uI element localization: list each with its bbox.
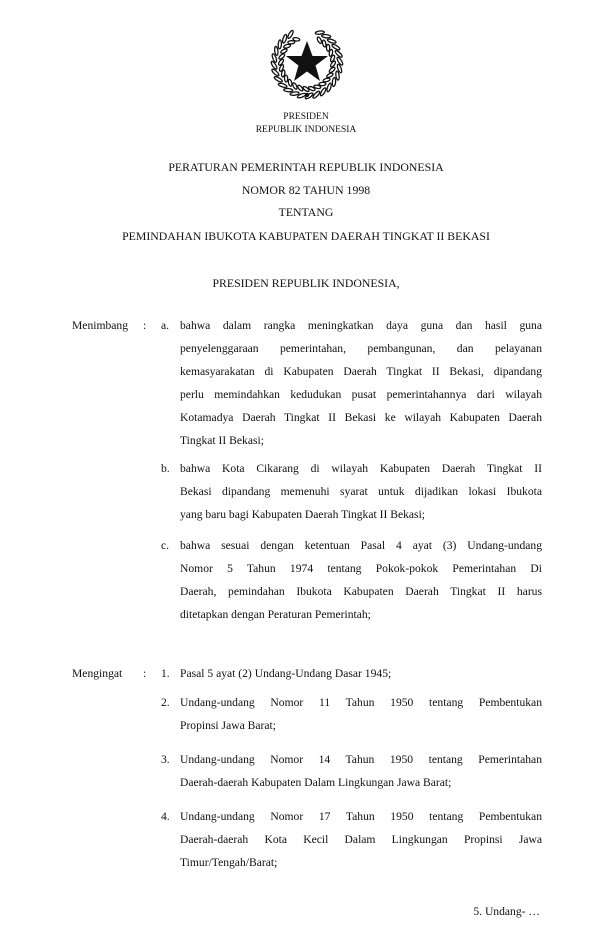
wreath-leaf <box>322 34 331 38</box>
item-text-line: Undang-undang Nomor 17 Tahun 1950 tentang Pembentukan <box>180 810 542 823</box>
list-item <box>161 662 542 685</box>
item-marker: 1. <box>161 667 170 680</box>
wreath-leaf <box>292 82 298 90</box>
office-line-1: PRESIDEN <box>283 112 329 122</box>
section-label: Menimbang <box>72 319 129 332</box>
item-marker: c. <box>161 539 170 552</box>
item-text-line: Nomor 5 Tahun 1974 tentang Pokok-pokok Pemerintahan Di <box>180 562 542 575</box>
wreath-leaf <box>326 44 329 51</box>
item-marker: a. <box>161 319 170 332</box>
list-item <box>161 314 542 452</box>
wreath-leaf <box>278 53 285 60</box>
wreath-leaf <box>332 77 336 86</box>
wreath-leaf <box>328 66 335 73</box>
wreath-leaf <box>280 48 288 54</box>
item-text-line: kemasyarakatan di Kabupaten Daerah Tingkat II Bekasi, dipandang <box>180 365 542 378</box>
doc-title-line-1: PERATURAN PEMERINTAH REPUBLIK INDONESIA <box>168 160 444 174</box>
wreath-leaf <box>293 37 300 41</box>
item-text-line: Daerah-daerah Kabupaten Dalam Lingkungan Jawa Barat; <box>180 776 452 789</box>
item-text-line: bahwa dalam rangka meningkatkan daya guna dan hasil guna <box>180 319 542 332</box>
item-text-line: Propinsi Jawa Barat; <box>180 719 276 732</box>
preamble: PRESIDEN REPUBLIK INDONESIA, <box>212 276 400 290</box>
item-text-line: Daerah-daerah Kota Kecil Dalam Lingkungan Propinsi Jawa <box>180 833 542 846</box>
wreath-leaf <box>284 88 293 92</box>
item-text-line: Undang-undang Nomor 14 Tahun 1950 tentang Pemerintahan <box>180 753 542 766</box>
doc-title-subject: PEMINDAHAN IBUKOTA KABUPATEN DAERAH TINGKAT II BEKASI <box>122 229 490 243</box>
presidential-seal-logo <box>268 24 346 102</box>
section-colon: : <box>143 667 147 680</box>
wreath-leaf <box>326 83 332 93</box>
item-text-line: bahwa Kota Cikarang di wilayah Kabupaten Daerah Tingkat II <box>180 462 542 475</box>
wreath-leaf <box>319 82 326 85</box>
list-item <box>161 534 542 626</box>
wreath-leaf <box>323 78 331 83</box>
wreath-leaf <box>327 38 337 44</box>
item-marker: b. <box>161 462 170 475</box>
item-marker: 2. <box>161 696 170 709</box>
item-text-line: Undang-undang Nomor 11 Tahun 1950 tentang Pembentukan <box>180 696 542 709</box>
office-line-2: REPUBLIK INDONESIA <box>255 125 357 135</box>
wreath-leaf <box>278 40 282 49</box>
wreath-leaf <box>322 40 327 48</box>
item-text-line: bahwa sesuai dengan ketentuan Pasal 4 ayat (3) Undang-undang <box>180 539 542 552</box>
wreath-leaf <box>282 34 288 44</box>
item-text-line: penyelenggaraan pemerintahan, pembangunan, dan pelayanan <box>180 342 542 355</box>
wreath-leaf <box>288 79 293 87</box>
item-text-line: Pasal 5 ayat (2) Undang-Undang Dasar 1945; <box>180 667 392 680</box>
continuation-marker: 5. Undang- … <box>473 905 540 918</box>
item-list <box>161 314 542 626</box>
item-text-line: Timur/Tengah/Barat; <box>180 856 278 869</box>
item-list <box>161 662 542 874</box>
doc-title-number: NOMOR 82 TAHUN 1998 <box>241 183 371 197</box>
item-text-line: Tingkat II Bekasi; <box>180 434 264 447</box>
item-text-line: Bekasi dipandang memenuhi syarat untuk dijadikan lokasi Ibukota <box>180 485 542 498</box>
wreath-leaf <box>288 41 295 45</box>
list-item <box>161 457 542 526</box>
item-text-line: Daerah, pemindahan Ibukota Kabupaten Daerah Tingkat II harus <box>180 585 542 598</box>
item-text-line: ditetapkan dengan Peraturan Pemerintah; <box>180 608 371 621</box>
wreath-leaf <box>278 82 288 88</box>
item-text-line: perlu memindahkan kedudukan pusat pemerintahannya dari wilayah <box>180 388 542 401</box>
item-text-line: yang baru bagi Kabupaten Daerah Tingkat II Bekasi; <box>180 508 426 521</box>
list-item <box>161 805 542 874</box>
list-item <box>161 748 542 794</box>
wreath-leaf <box>297 84 304 91</box>
wreath-leaf <box>316 36 322 44</box>
section-colon: : <box>143 319 147 332</box>
section-label: Mengingat <box>72 667 123 680</box>
list-item <box>161 691 542 737</box>
wreath-leaf <box>326 72 334 78</box>
doc-title-tentang: TENTANG <box>278 205 334 219</box>
item-marker: 4. <box>161 810 170 823</box>
wreath-leaf <box>284 75 287 82</box>
item-text-line: Kotamadya Daerah Tingkat II Bekasi ke wilayah Kabupaten Daerah <box>180 411 542 424</box>
item-marker: 3. <box>161 753 170 766</box>
